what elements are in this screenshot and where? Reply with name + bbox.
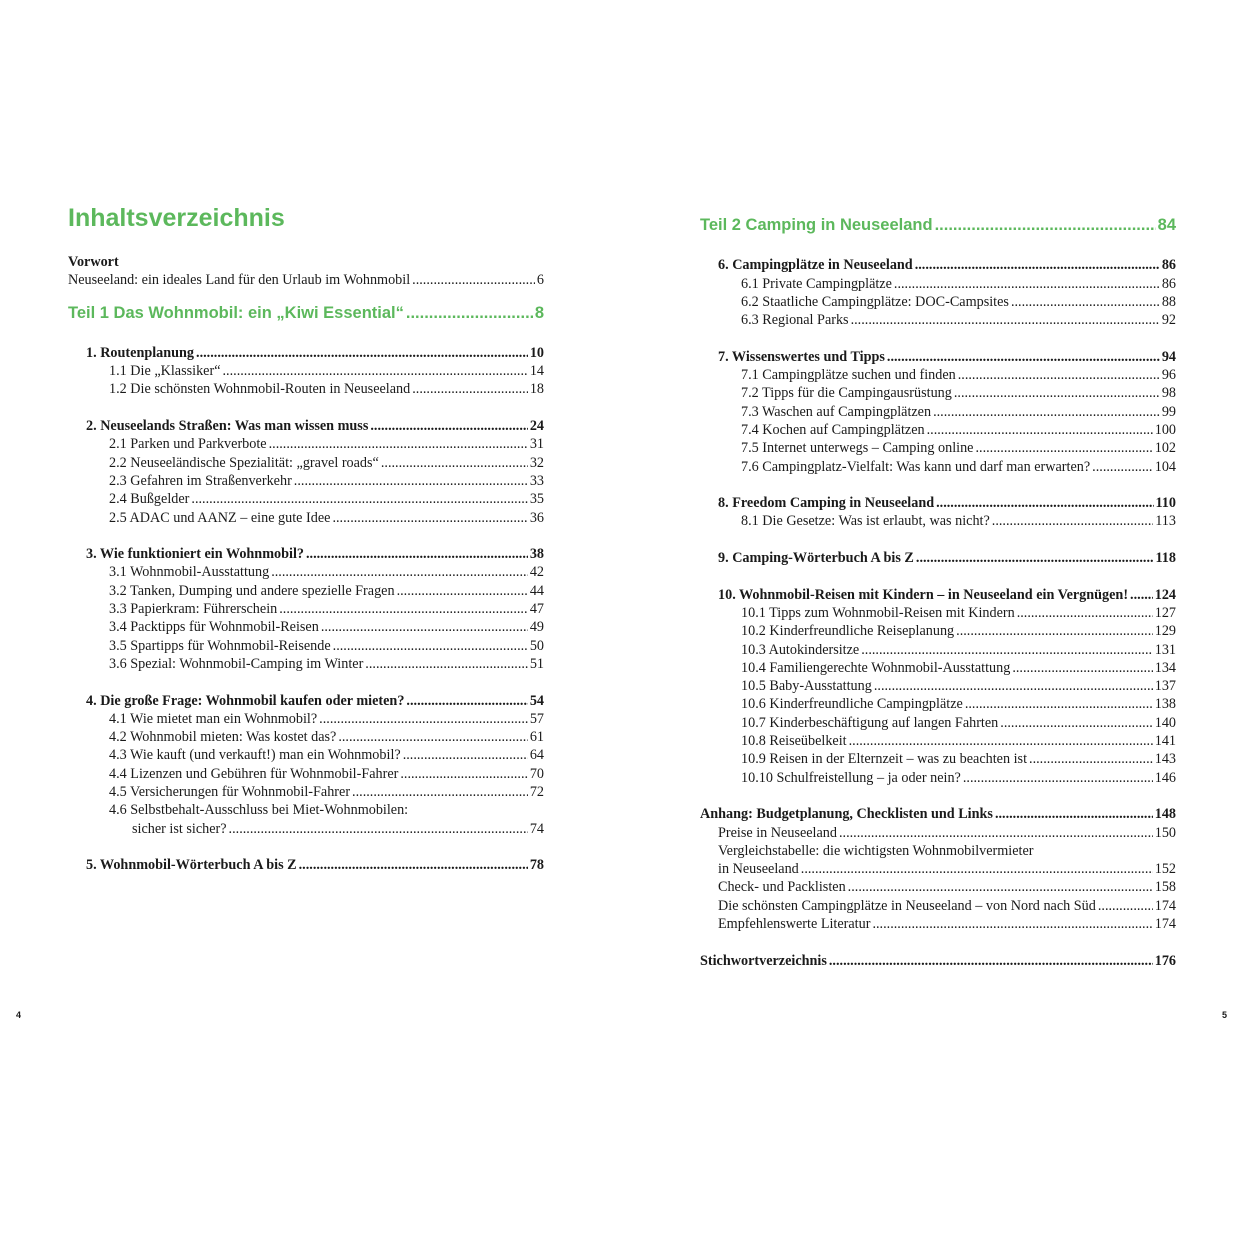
- dot-leader: [965, 695, 1153, 713]
- toc-entry: [68, 563, 544, 581]
- toc-entry: [700, 714, 1176, 732]
- toc-entry-title: 3.3 Papierkram: Führerschein: [109, 601, 278, 618]
- chapter-heading-page: 118: [1155, 550, 1176, 567]
- chapter-heading-title: 7. Wissenswertes und Tipps: [718, 348, 885, 365]
- page-number-left: 4: [16, 1010, 22, 1020]
- dot-leader: [352, 783, 528, 801]
- toc-entry: [68, 746, 544, 764]
- dot-leader: [848, 878, 1153, 896]
- toc-entry-page: 140: [1154, 714, 1176, 731]
- toc-entry: [700, 878, 1176, 896]
- toc-entry: [68, 655, 544, 673]
- toc-entry-page: 146: [1154, 769, 1176, 786]
- chapter-heading: [68, 344, 544, 362]
- part-2-title: Teil 2 Camping in Neuseeland: [700, 216, 933, 234]
- toc-entry: [700, 897, 1176, 915]
- toc-entry-page: 72: [529, 784, 544, 801]
- toc-entry-line1-title: 4.6 Selbstbehalt-Ausschluss bei Miet-Wohnmobilen:: [109, 802, 409, 819]
- toc-entry-page: 100: [1154, 421, 1176, 438]
- toc-entry-title: 4.3 Wie kauft (und verkauft!) man ein Wohnmobil?: [109, 747, 401, 764]
- toc-entry: [700, 366, 1176, 384]
- toc-left-column: [68, 253, 544, 893]
- toc-entry-page: 92: [1161, 312, 1176, 329]
- dot-leader: [995, 805, 1153, 823]
- toc-entry: [700, 622, 1176, 640]
- dot-leader: [992, 512, 1153, 530]
- toc-entry-page: 31: [529, 436, 544, 453]
- dot-leader: [1130, 586, 1153, 604]
- appendix-page: 148: [1154, 806, 1176, 823]
- toc-entry: [700, 750, 1176, 768]
- dot-leader: [406, 692, 527, 710]
- toc-entry-title: 10.4 Familiengerechte Wohnmobil-Ausstattung: [741, 659, 1011, 676]
- toc-entry-title: 7.5 Internet unterwegs – Camping online: [741, 440, 974, 457]
- toc-entry-title: 3.2 Tanken, Dumping und andere spezielle Fragen: [109, 582, 395, 599]
- dot-leader: [872, 915, 1152, 933]
- toc-entry-page: 33: [529, 472, 544, 489]
- toc-entry-title: 3.4 Packtipps für Wohnmobil-Reisen: [109, 619, 319, 636]
- toc-entry-title: 1.1 Die „Klassiker“: [109, 363, 221, 380]
- toc-entry-page: 150: [1154, 824, 1176, 841]
- chapter-heading-title: 8. Freedom Camping in Neuseeland: [718, 495, 935, 512]
- chapter-heading-page: 24: [529, 418, 544, 435]
- toc-entry-page: 98: [1161, 385, 1176, 402]
- dot-leader: [403, 746, 528, 764]
- toc-entry-page: 14: [529, 363, 544, 380]
- toc-entry-line2-title: sicher ist sicher?: [132, 820, 227, 837]
- toc-entry-page: 174: [1154, 897, 1176, 914]
- toc-right-column: [700, 212, 1176, 970]
- toc-entry-title: 4.2 Wohnmobil mieten: Was kostet das?: [109, 729, 337, 746]
- toc-entry-page: 138: [1154, 696, 1176, 713]
- toc-entry-title: 10.10 Schulfreistellung – ja oder nein?: [741, 769, 961, 786]
- toc-entry-title: Die schönsten Campingplätze in Neuseeland – von Nord nach Süd: [718, 897, 1096, 914]
- toc-entry: [68, 618, 544, 636]
- dot-leader: [333, 637, 528, 655]
- toc-entry: [700, 458, 1176, 476]
- dot-leader: [1092, 458, 1153, 476]
- toc-entry: [700, 403, 1176, 421]
- toc-entry-page: 57: [529, 710, 544, 727]
- toc-entry: [68, 490, 544, 508]
- toc-entry-title: Neuseeland: ein ideales Land für den Urlaub im Wohnmobil: [68, 272, 411, 289]
- chapter-heading: [700, 586, 1176, 604]
- dot-leader: [801, 860, 1153, 878]
- toc-entry-page: 134: [1154, 659, 1176, 676]
- appendix-heading: [700, 805, 1176, 823]
- toc-entry-line2: [700, 860, 1176, 878]
- toc-entry-line1: [68, 801, 544, 819]
- dot-leader: [1012, 659, 1152, 677]
- dot-leader: [196, 344, 528, 362]
- toc-entry: [700, 915, 1176, 933]
- toc-entry-page: 70: [529, 765, 544, 782]
- chapter-heading-page: 78: [529, 857, 544, 874]
- toc-entry: [700, 421, 1176, 439]
- dot-leader: [229, 820, 528, 838]
- dot-leader: [412, 271, 535, 289]
- toc-entry: [68, 509, 544, 527]
- toc-entry: [68, 271, 544, 289]
- dot-leader: [406, 300, 533, 326]
- dot-leader: [381, 454, 528, 472]
- toc-entry: [68, 582, 544, 600]
- dot-leader: [1011, 293, 1160, 311]
- chapter-heading-title: 3. Wie funktioniert ein Wohnmobil?: [86, 546, 304, 563]
- toc-entry-page: 44: [529, 582, 544, 599]
- index-heading: [700, 952, 1176, 970]
- toc-entry-title: 10.8 Reiseübelkeit: [741, 733, 847, 750]
- preface-heading: [68, 253, 544, 271]
- dot-leader: [1000, 714, 1152, 732]
- chapter-heading-page: 54: [529, 692, 544, 709]
- dot-leader: [306, 545, 528, 563]
- toc-entry-page: 64: [529, 747, 544, 764]
- toc-entry: [700, 604, 1176, 622]
- toc-entry-page: 47: [529, 601, 544, 618]
- toc-entry-title: Preise in Neuseeland: [718, 824, 837, 841]
- toc-entry-page: 174: [1154, 915, 1176, 932]
- toc-entry-title: 10.2 Kinderfreundliche Reiseplanung: [741, 623, 955, 640]
- index-title: Stichwortverzeichnis: [700, 952, 827, 969]
- dot-leader: [954, 384, 1160, 402]
- toc-entry-line2-page: 74: [529, 820, 544, 837]
- toc-entry-title: 3.5 Spartipps für Wohnmobil-Reisende: [109, 637, 331, 654]
- chapter-heading-title: 1. Routenplanung: [86, 344, 195, 361]
- toc-entry-title: 10.3 Autokindersitze: [741, 641, 860, 658]
- toc-entry-title: 2.1 Parken und Parkverbote: [109, 436, 267, 453]
- toc-entry-line2: [68, 820, 544, 838]
- part-1-title: Teil 1 Das Wohnmobil: ein „Kiwi Essential“: [68, 303, 404, 322]
- dot-leader: [1098, 897, 1153, 915]
- dot-leader: [839, 824, 1153, 842]
- chapter-heading-title: 6. Campingplätze in Neuseeland: [718, 257, 913, 274]
- toc-entry: [68, 435, 544, 453]
- chapter-heading: [700, 256, 1176, 274]
- toc-entry-page: 18: [529, 381, 544, 398]
- toc-entry-title: 10.7 Kinderbeschäftigung auf langen Fahrten: [741, 714, 999, 731]
- page-number-right: 5: [1222, 1010, 1228, 1020]
- dot-leader: [874, 677, 1153, 695]
- dot-leader: [829, 952, 1153, 970]
- chapter-heading-title: 4. Die große Frage: Wohnmobil kaufen oder mieten?: [86, 692, 405, 709]
- dot-leader: [958, 366, 1160, 384]
- toc-entry-page: 152: [1154, 861, 1176, 878]
- chapter-heading-page: 124: [1154, 586, 1176, 603]
- dot-leader: [365, 655, 528, 673]
- toc-entry: [700, 641, 1176, 659]
- toc-entry-page: 49: [529, 619, 544, 636]
- dot-leader: [963, 769, 1153, 787]
- dot-leader: [851, 311, 1160, 329]
- toc-entry-title: 2.5 ADAC und AANZ – eine gute Idee: [109, 509, 331, 526]
- dot-leader: [412, 380, 528, 398]
- toc-entry-page: 86: [1161, 275, 1176, 292]
- chapter-heading-title: 5. Wohnmobil-Wörterbuch A bis Z: [86, 857, 297, 874]
- dot-leader: [397, 582, 528, 600]
- toc-entry: [68, 765, 544, 783]
- left-chapter-list: [68, 344, 544, 893]
- toc-entry-title: in Neuseeland: [718, 861, 799, 878]
- toc-entry: [700, 677, 1176, 695]
- part-2-heading: [700, 212, 1176, 238]
- dot-leader: [849, 732, 1153, 750]
- dot-leader: [299, 856, 528, 874]
- toc-entry-title: 10.9 Reisen in der Elternzeit – was zu beachten ist: [741, 751, 1028, 768]
- toc-entry-title: 6.1 Private Campingplätze: [741, 275, 892, 292]
- part-2-page: 84: [1157, 216, 1176, 234]
- toc-entry-page: 88: [1161, 293, 1176, 310]
- toc-entry-title: 10.1 Tipps zum Wohnmobil-Reisen mit Kindern: [741, 604, 1015, 621]
- dot-leader: [975, 439, 1152, 457]
- toc-entry-page: 51: [529, 655, 544, 672]
- dot-leader: [269, 435, 528, 453]
- toc-entry-page: 99: [1161, 403, 1176, 420]
- toc-entry-page: 6: [536, 272, 544, 289]
- toc-entry-page: 143: [1154, 751, 1176, 768]
- toc-entry: [68, 472, 544, 490]
- chapter-heading-page: 10: [529, 344, 544, 361]
- toc-entry-page: 61: [529, 729, 544, 746]
- toc-entry-page: 50: [529, 637, 544, 654]
- chapter-heading: [68, 692, 544, 710]
- toc-entry: [700, 695, 1176, 713]
- toc-entry: [700, 732, 1176, 750]
- toc-entry-page: 35: [529, 491, 544, 508]
- toc-entry: [68, 600, 544, 618]
- right-page: [617, 0, 1234, 1234]
- dot-leader: [935, 212, 1156, 238]
- toc-entry-title: 7.4 Kochen auf Campingplätzen: [741, 421, 925, 438]
- dot-leader: [927, 421, 1153, 439]
- toc-entry-line1: [700, 842, 1176, 860]
- toc-entry-title: 8.1 Die Gesetze: Was ist erlaubt, was nicht?: [741, 513, 990, 530]
- toc-entry-title: 10.6 Kinderfreundliche Campingplätze: [741, 696, 963, 713]
- toc-entry: [700, 293, 1176, 311]
- chapter-heading-page: 110: [1155, 495, 1176, 512]
- dot-leader: [271, 563, 528, 581]
- chapter-heading-page: 94: [1161, 348, 1176, 365]
- dot-leader: [1017, 604, 1153, 622]
- toc-entry: [68, 454, 544, 472]
- dot-leader: [321, 618, 528, 636]
- toc-entry-page: 141: [1154, 733, 1176, 750]
- right-chapter-list: [700, 256, 1176, 805]
- dot-leader: [223, 362, 528, 380]
- toc-entry-title: 7.1 Campingplätze suchen und finden: [741, 367, 956, 384]
- toc-entry-title: 4.4 Lizenzen und Gebühren für Wohnmobil-Fahrer: [109, 765, 399, 782]
- toc-entry-page: 158: [1154, 879, 1176, 896]
- dot-leader: [916, 549, 1154, 567]
- toc-entry-title: 7.6 Campingplatz-Vielfalt: Was kann und darf man erwarten?: [741, 458, 1091, 475]
- dot-leader: [933, 403, 1160, 421]
- dot-leader: [887, 348, 1160, 366]
- toc-entry: [700, 384, 1176, 402]
- dot-leader: [279, 600, 528, 618]
- toc-entry-title: 6.2 Staatliche Campingplätze: DOC-Campsites: [741, 293, 1009, 310]
- toc-entry-page: 113: [1155, 513, 1176, 530]
- dot-leader: [956, 622, 1153, 640]
- chapter-heading-page: 38: [529, 546, 544, 563]
- preface-heading-text: Vorwort: [68, 254, 119, 270]
- toc-entry-title: Empfehlenswerte Literatur: [718, 915, 871, 932]
- toc-entry-page: 131: [1154, 641, 1176, 658]
- toc-entry-title: 2.3 Gefahren im Straßenverkehr: [109, 472, 292, 489]
- toc-entry: [700, 769, 1176, 787]
- toc-title: Inhaltsverzeichnis: [68, 204, 285, 232]
- part-1-page: 8: [534, 303, 544, 322]
- dot-leader: [319, 710, 528, 728]
- toc-entry-page: 42: [529, 564, 544, 581]
- appendix-title: Anhang: Budgetplanung, Checklisten und Links: [700, 806, 993, 823]
- toc-entry: [700, 512, 1176, 530]
- dot-leader: [370, 417, 527, 435]
- toc-entry: [68, 710, 544, 728]
- toc-entry-page: 137: [1154, 678, 1176, 695]
- toc-entry: [700, 311, 1176, 329]
- index-page: 176: [1154, 952, 1176, 969]
- toc-entry-title: 7.3 Waschen auf Campingplätzen: [741, 403, 932, 420]
- toc-entry-title: 4.5 Versicherungen für Wohnmobil-Fahrer: [109, 784, 351, 801]
- chapter-heading-title: 9. Camping-Wörterbuch A bis Z: [718, 550, 914, 567]
- part-1-heading: [68, 300, 544, 326]
- chapter-heading: [700, 348, 1176, 366]
- toc-entry-title: 1.2 Die schönsten Wohnmobil-Routen in Neuseeland: [109, 381, 411, 398]
- chapter-heading: [68, 545, 544, 563]
- toc-entry-title: 2.4 Bußgelder: [109, 491, 190, 508]
- toc-entry-title: 6.3 Regional Parks: [741, 312, 849, 329]
- chapter-heading: [700, 549, 1176, 567]
- toc-entry-title: 7.2 Tipps für die Campingausrüstung: [741, 385, 952, 402]
- dot-leader: [338, 728, 527, 746]
- chapter-heading-title: 10. Wohnmobil-Reisen mit Kindern – in Neuseeland ein Vergnügen!: [718, 586, 1129, 603]
- chapter-heading: [68, 856, 544, 874]
- toc-entry-page: 102: [1154, 440, 1176, 457]
- toc-entry: [700, 439, 1176, 457]
- toc-entry-page: 129: [1154, 623, 1176, 640]
- toc-entry-title: 3.1 Wohnmobil-Ausstattung: [109, 564, 270, 581]
- toc-entry-title: 4.1 Wie mietet man ein Wohnmobil?: [109, 710, 318, 727]
- dot-leader: [936, 494, 1153, 512]
- toc-entry: [700, 824, 1176, 842]
- dot-leader: [894, 275, 1160, 293]
- toc-entry-page: 127: [1154, 604, 1176, 621]
- toc-entry-page: 96: [1161, 367, 1176, 384]
- toc-entry: [68, 362, 544, 380]
- toc-entry: [700, 275, 1176, 293]
- toc-entry: [68, 783, 544, 801]
- chapter-heading: [700, 494, 1176, 512]
- toc-entry: [68, 728, 544, 746]
- dot-leader: [294, 472, 528, 490]
- toc-entry-page: 32: [529, 454, 544, 471]
- dot-leader: [861, 641, 1153, 659]
- toc-entry-title: Vergleichstabelle: die wichtigsten Wohnmobilvermieter: [718, 842, 1034, 859]
- chapter-heading-page: 86: [1161, 257, 1176, 274]
- dot-leader: [915, 256, 1160, 274]
- dot-leader: [400, 765, 527, 783]
- chapter-heading: [68, 417, 544, 435]
- toc-entry-page: 104: [1154, 458, 1176, 475]
- chapter-heading-title: 2. Neuseelands Straßen: Was man wissen muss: [86, 418, 369, 435]
- dot-leader: [1029, 750, 1153, 768]
- dot-leader: [332, 509, 527, 527]
- toc-entry: [68, 380, 544, 398]
- toc-entry-title: 10.5 Baby-Ausstattung: [741, 678, 872, 695]
- toc-entry: [68, 637, 544, 655]
- toc-entry: [700, 659, 1176, 677]
- toc-entry-title: 3.6 Spezial: Wohnmobil-Camping im Winter: [109, 655, 364, 672]
- toc-entry-page: 36: [529, 509, 544, 526]
- toc-entry-title: Check- und Packlisten: [718, 879, 846, 896]
- dot-leader: [191, 490, 527, 508]
- toc-entry-title: 2.2 Neuseeländische Spezialität: „gravel roads“: [109, 454, 379, 471]
